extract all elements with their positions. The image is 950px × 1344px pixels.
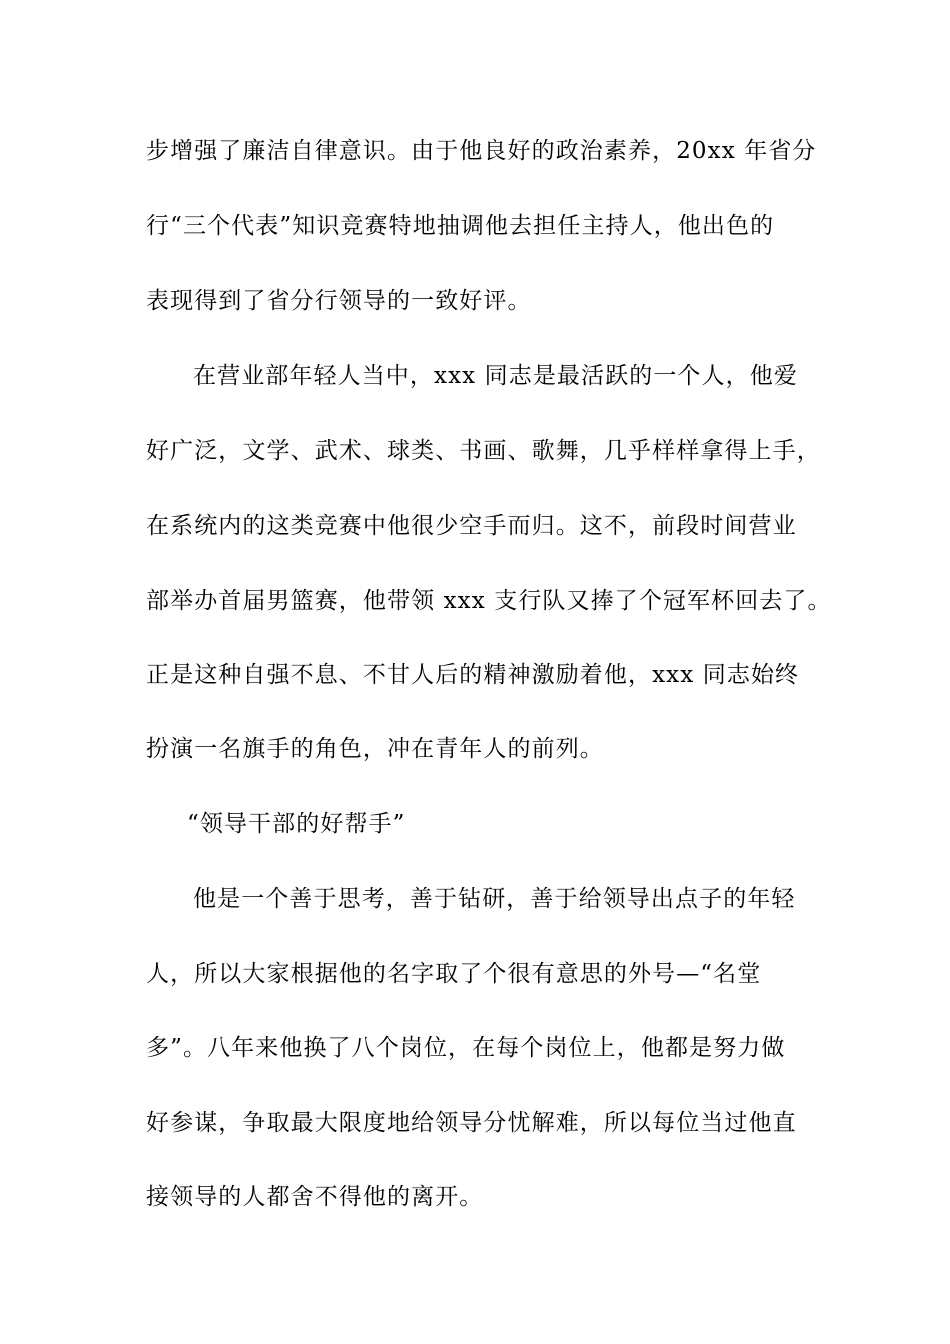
paragraph-line: 在营业部年轻人当中，xxx 同志是最活跃的一个人，他爱 xyxy=(193,363,798,389)
paragraph-line: 好广泛，文学、武术、球类、书画、歌舞，几乎样样拿得上手， xyxy=(146,438,821,464)
paragraph-line: 扮演一名旗手的角色，冲在青年人的前列。 xyxy=(146,736,604,762)
paragraph-line: 多”。八年来他换了八个岗位，在每个岗位上，他都是努力做 xyxy=(146,1035,786,1061)
paragraph-line: 部举办首届男篮赛，他带领 xxx 支行队又捧了个冠军杯回去了。 xyxy=(146,588,832,614)
paragraph-line: 行“三个代表”知识竞赛特地抽调他去担任主持人，他出色的 xyxy=(146,213,775,239)
paragraph-line: 人，所以大家根据他的名字取了个很有意思的外号—“名堂 xyxy=(146,961,762,987)
paragraph-line: 表现得到了省分行领导的一致好评。 xyxy=(146,288,532,314)
section-heading: “领导干部的好帮手” xyxy=(187,811,406,837)
paragraph-line: 正是这种自强不息、不甘人后的精神激励着他，xxx 同志始终 xyxy=(146,662,800,688)
paragraph-line: 在系统内的这类竞赛中他很少空手而归。这不，前段时间营业 xyxy=(146,513,797,539)
paragraph-line: 步增强了廉洁自律意识。由于他良好的政治素养，20xx 年省分 xyxy=(146,138,817,164)
paragraph-line: 接领导的人都舍不得他的离开。 xyxy=(146,1184,484,1210)
paragraph-line: 好参谋，争取最大限度地给领导分忧解难，所以每位当过他直 xyxy=(146,1110,797,1136)
paragraph-line: 他是一个善于思考，善于钻研，善于给领导出点子的年轻 xyxy=(193,886,796,912)
